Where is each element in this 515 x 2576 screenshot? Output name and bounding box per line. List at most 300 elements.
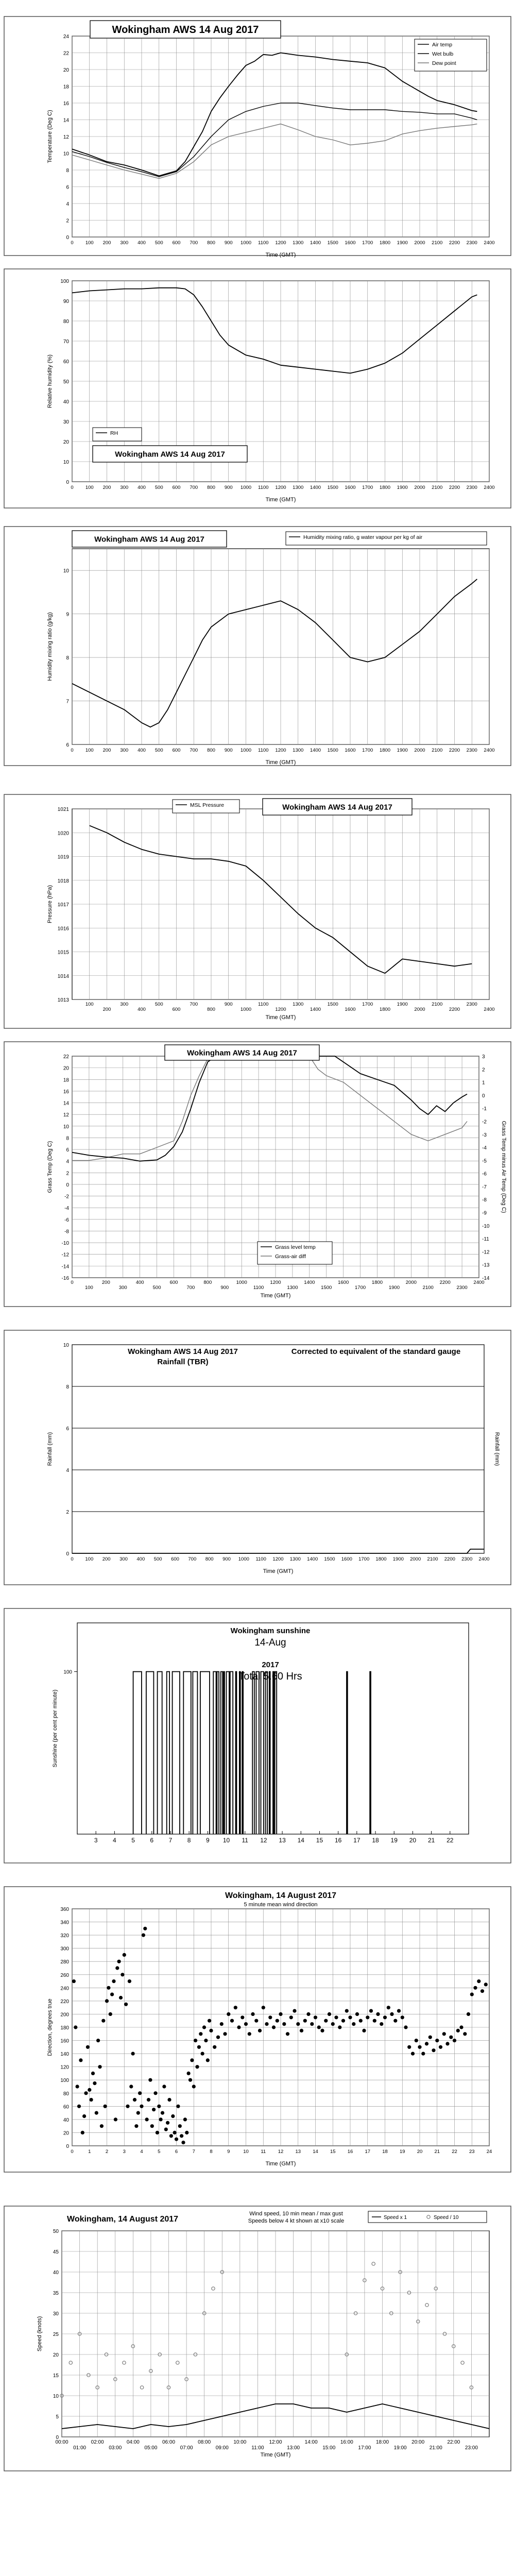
chart-year: 2017 bbox=[262, 1660, 279, 1669]
y-tick-label: -14 bbox=[61, 1264, 69, 1270]
y-tick-label: 15 bbox=[53, 2373, 59, 2379]
direction-point bbox=[119, 1996, 123, 1999]
x-tick-label: 0 bbox=[71, 1556, 74, 1562]
y-tick-label: 10 bbox=[63, 1343, 69, 1348]
chart-wind-direction bbox=[0, 1886, 515, 2174]
y-tick-label: -8 bbox=[482, 1197, 487, 1204]
x-tick-label: 400 bbox=[135, 1280, 144, 1285]
x-tick-label: 600 bbox=[171, 1556, 179, 1562]
x-tick-label: 1000 bbox=[240, 1007, 252, 1012]
sunshine-bar bbox=[236, 1672, 237, 1834]
direction-point bbox=[76, 2084, 79, 2088]
x-tick-label: 1700 bbox=[362, 748, 373, 753]
x-tick-label: 16:00 bbox=[340, 2439, 353, 2445]
x-tick-label: 700 bbox=[190, 240, 198, 246]
y-tick-label: 18 bbox=[63, 84, 69, 90]
y-tick-label: 70 bbox=[63, 339, 69, 345]
x-tick-label: 1100 bbox=[253, 1285, 264, 1291]
x-tick-label: 800 bbox=[207, 485, 215, 490]
y-tick-label: 4 bbox=[66, 1159, 69, 1165]
y-tick-label: 12 bbox=[63, 1112, 69, 1118]
x-tick-label: 2100 bbox=[422, 1285, 434, 1291]
x-tick-label: 1300 bbox=[293, 1002, 304, 1007]
y-tick-label: -16 bbox=[61, 1276, 69, 1281]
direction-point bbox=[262, 2006, 265, 2009]
direction-point bbox=[206, 2058, 210, 2062]
direction-point bbox=[143, 1927, 147, 1930]
x-tick-label: 2100 bbox=[427, 1556, 438, 1562]
direction-point bbox=[293, 2009, 296, 2013]
direction-point bbox=[254, 2019, 258, 2023]
y-tick-label: 340 bbox=[60, 1920, 69, 1926]
direction-point bbox=[317, 2025, 321, 2029]
y-tick-label: 35 bbox=[53, 2291, 59, 2296]
y-tick-label: 60 bbox=[63, 359, 69, 365]
chart-grass-temperature bbox=[0, 1041, 515, 1309]
x-tick-label: 21 bbox=[427, 1837, 435, 1844]
x-tick-label: 100 bbox=[85, 1556, 94, 1562]
y-tick-label: -14 bbox=[482, 1276, 490, 1281]
direction-point bbox=[415, 2039, 418, 2042]
x-tick-label: 14 bbox=[297, 1837, 304, 1844]
y-tick-label: 9 bbox=[66, 612, 69, 618]
chart-title: Wokingham AWS 14 Aug 2017 bbox=[112, 24, 259, 36]
y-tick-label: 2 bbox=[66, 1171, 69, 1177]
x-tick-label: 1700 bbox=[355, 1285, 366, 1291]
direction-point bbox=[334, 2015, 338, 2019]
direction-point bbox=[209, 2029, 213, 2032]
chart-frame bbox=[4, 794, 511, 1028]
direction-point bbox=[387, 2006, 390, 2009]
sunshine-bar bbox=[224, 1672, 225, 1834]
x-tick-label: 1700 bbox=[358, 1556, 370, 1562]
direction-point bbox=[84, 2091, 88, 2095]
x-tick-label: 1400 bbox=[310, 748, 321, 753]
y-tick-label: -1 bbox=[482, 1106, 487, 1112]
x-tick-label: 800 bbox=[205, 1556, 214, 1562]
direction-point bbox=[74, 2025, 77, 2029]
y-tick-label: -8 bbox=[64, 1229, 69, 1235]
y-tick-label: -13 bbox=[482, 1262, 490, 1268]
x-tick-label: 18:00 bbox=[375, 2439, 389, 2445]
y-tick-label: 5 bbox=[56, 2414, 59, 2420]
y-axis-label: Relative humidity (%) bbox=[47, 354, 53, 408]
x-tick-label: 1900 bbox=[388, 1285, 400, 1291]
x-tick-label: 1800 bbox=[375, 1556, 387, 1562]
x-tick-label: 1300 bbox=[287, 1285, 298, 1291]
y-tick-label: 6 bbox=[66, 1147, 69, 1154]
direction-point bbox=[258, 2029, 262, 2032]
x-tick-label: 1500 bbox=[327, 748, 338, 753]
legend-entry: Grass level temp bbox=[275, 1244, 316, 1250]
direction-point bbox=[181, 2141, 185, 2144]
direction-point bbox=[153, 2091, 157, 2095]
direction-point bbox=[101, 2019, 105, 2023]
direction-point bbox=[138, 2091, 142, 2095]
direction-point bbox=[234, 2006, 237, 2009]
x-tick-label: 23 bbox=[469, 2149, 475, 2155]
direction-point bbox=[418, 2045, 421, 2049]
direction-point bbox=[324, 2019, 328, 2023]
y-tick-label: 12 bbox=[63, 134, 69, 140]
x-tick-label: 0 bbox=[71, 2149, 74, 2155]
direction-point bbox=[383, 2015, 387, 2019]
x-tick-label: 1400 bbox=[310, 240, 321, 246]
y-tick-label: 22 bbox=[63, 50, 69, 57]
y-tick-label: 14 bbox=[63, 117, 69, 124]
x-tick-label: 1200 bbox=[275, 1007, 286, 1012]
direction-point bbox=[265, 2022, 268, 2026]
x-tick-label: 700 bbox=[188, 1556, 197, 1562]
x-tick-label: 1000 bbox=[240, 485, 252, 490]
chart-frame bbox=[4, 1330, 511, 1585]
direction-point bbox=[376, 2012, 380, 2016]
y-tick-label: 20 bbox=[63, 2130, 69, 2137]
direction-point bbox=[98, 2065, 101, 2069]
x-tick-label: 5 bbox=[158, 2149, 161, 2155]
y-tick-label: 1016 bbox=[57, 926, 69, 932]
x-tick-label: 1900 bbox=[397, 1002, 408, 1007]
x-tick-label: 700 bbox=[190, 748, 198, 753]
x-tick-label: 05:00 bbox=[144, 2445, 158, 2451]
chart-title: Wokingham AWS 14 Aug 2017 bbox=[282, 803, 392, 812]
direction-point bbox=[162, 2084, 166, 2088]
direction-point bbox=[314, 2015, 317, 2019]
chart-title: Wokingham AWS 14 Aug 2017 bbox=[187, 1048, 297, 1058]
direction-point bbox=[202, 2025, 206, 2029]
x-axis-label: Time (GMT) bbox=[265, 252, 296, 258]
x-tick-label: 0 bbox=[71, 240, 74, 246]
x-tick-label: 03:00 bbox=[109, 2445, 122, 2451]
direction-point bbox=[484, 1982, 488, 1986]
chart-note: Corrected to equivalent of the standard gauge bbox=[291, 1347, 461, 1356]
direction-point bbox=[178, 2124, 182, 2128]
direction-point bbox=[220, 2022, 224, 2026]
x-tick-label: 1500 bbox=[327, 485, 338, 490]
y-tick-label: 30 bbox=[63, 419, 69, 425]
x-tick-label: 11:00 bbox=[251, 2445, 264, 2451]
x-tick-label: 1900 bbox=[397, 240, 408, 246]
legend-entry: Wet bulb bbox=[432, 51, 454, 57]
y-tick-label: 1 bbox=[482, 1080, 485, 1086]
x-tick-label: 1600 bbox=[341, 1556, 352, 1562]
y-tick-label: -11 bbox=[482, 1236, 489, 1243]
y-tick-label: 80 bbox=[63, 319, 69, 325]
x-tick-label: 2400 bbox=[484, 485, 495, 490]
x-tick-label: 22 bbox=[452, 2149, 457, 2155]
direction-point bbox=[105, 1999, 109, 2003]
x-tick-label: 20:00 bbox=[411, 2439, 425, 2445]
x-tick-label: 2200 bbox=[444, 1556, 455, 1562]
x-axis-label: Time (GMT) bbox=[265, 2161, 296, 2167]
x-tick-label: 1500 bbox=[327, 1002, 338, 1007]
x-tick-label: 2000 bbox=[414, 485, 425, 490]
chart-total: Total 5.60 Hrs bbox=[238, 1671, 302, 1682]
x-tick-label: 2200 bbox=[449, 240, 460, 246]
direction-point bbox=[467, 2012, 470, 2016]
y-tick-label: 14 bbox=[63, 1100, 69, 1107]
x-tick-label: 2000 bbox=[414, 240, 425, 246]
y-tick-label: 320 bbox=[60, 1933, 69, 1939]
x-tick-label: 2400 bbox=[484, 1007, 495, 1012]
x-tick-label: 1300 bbox=[293, 485, 304, 490]
direction-point bbox=[303, 2019, 307, 2023]
y-tick-label: 10 bbox=[63, 460, 69, 465]
direction-point bbox=[79, 2058, 82, 2062]
direction-point bbox=[96, 2039, 100, 2042]
direction-point bbox=[272, 2025, 276, 2029]
y-tick-label: 2 bbox=[66, 218, 69, 224]
y-tick-label: 280 bbox=[60, 1959, 69, 1965]
x-tick-label: 0 bbox=[71, 748, 74, 753]
direction-point bbox=[345, 2009, 349, 2013]
y-tick-label: 0 bbox=[482, 1093, 485, 1099]
direction-point bbox=[352, 2022, 355, 2026]
y-tick-label: 200 bbox=[60, 2012, 69, 2018]
direction-point bbox=[197, 2045, 201, 2049]
chart-title: Wokingham AWS 14 Aug 2017 bbox=[128, 1347, 238, 1356]
x-tick-label: 2200 bbox=[439, 1280, 451, 1285]
x-tick-label: 1100 bbox=[258, 1002, 269, 1007]
legend-entry: RH bbox=[110, 430, 118, 436]
y-tick-label: -2 bbox=[64, 1194, 69, 1200]
x-tick-label: 200 bbox=[101, 1280, 110, 1285]
x-tick-label: 17 bbox=[365, 2149, 371, 2155]
direction-point bbox=[129, 2084, 133, 2088]
direction-point bbox=[150, 2124, 154, 2128]
x-tick-label: 200 bbox=[102, 1556, 111, 1562]
x-tick-label: 15 bbox=[330, 2149, 336, 2155]
x-tick-label: 1800 bbox=[379, 240, 391, 246]
y-tick-label: 1018 bbox=[57, 878, 69, 884]
x-tick-label: 900 bbox=[224, 485, 233, 490]
direction-point bbox=[390, 2012, 393, 2016]
y-tick-label: 3 bbox=[482, 1054, 485, 1060]
direction-point bbox=[463, 2032, 467, 2036]
direction-point bbox=[341, 2019, 345, 2023]
y-tick-label: 1020 bbox=[57, 831, 69, 837]
direction-point bbox=[185, 2131, 188, 2134]
direction-point bbox=[442, 2032, 446, 2036]
x-tick-label: 600 bbox=[169, 1280, 178, 1285]
x-tick-label: 2200 bbox=[449, 1007, 460, 1012]
x-axis-label: Time (GMT) bbox=[260, 1293, 291, 1299]
x-tick-label: 100 bbox=[85, 240, 94, 246]
x-tick-label: 10:00 bbox=[233, 2439, 247, 2445]
legend-entry: MSL Pressure bbox=[190, 802, 225, 808]
direction-point bbox=[82, 2114, 86, 2118]
direction-point bbox=[216, 2036, 220, 2039]
direction-point bbox=[425, 2042, 428, 2045]
direction-point bbox=[230, 2019, 234, 2023]
x-tick-label: 01:00 bbox=[73, 2445, 87, 2451]
chart-frame bbox=[4, 1887, 511, 2172]
x-tick-label: 2300 bbox=[461, 1556, 473, 1562]
direction-point bbox=[279, 2012, 282, 2016]
chart-title: Wokingham, 14 August 2017 bbox=[225, 1891, 337, 1900]
direction-point bbox=[310, 2022, 314, 2026]
x-tick-label: 6 bbox=[175, 2149, 178, 2155]
x-tick-label: 2000 bbox=[405, 1280, 417, 1285]
chart-note: Wind speed, 10 min mean / max gust bbox=[249, 2211, 343, 2217]
direction-point bbox=[156, 2131, 159, 2134]
x-tick-label: 900 bbox=[220, 1285, 229, 1291]
direction-point bbox=[276, 2019, 279, 2023]
y-tick-label: 20 bbox=[63, 1065, 69, 1072]
x-tick-label: 21 bbox=[434, 2149, 440, 2155]
y-tick-label: 0 bbox=[66, 1182, 69, 1188]
y-tick-label: 90 bbox=[63, 299, 69, 304]
x-tick-label: 500 bbox=[154, 240, 163, 246]
direction-point bbox=[136, 2111, 140, 2115]
x-tick-label: 10 bbox=[243, 2149, 249, 2155]
direction-point bbox=[459, 2025, 463, 2029]
x-tick-label: 20 bbox=[417, 2149, 423, 2155]
legend-entry: Grass-air diff bbox=[275, 1253, 306, 1260]
direction-point bbox=[268, 2015, 272, 2019]
x-tick-label: 500 bbox=[154, 485, 163, 490]
x-tick-label: 800 bbox=[207, 748, 215, 753]
direction-point bbox=[244, 2022, 248, 2026]
y-axis-label: Humidity mixing ratio (g/kg) bbox=[47, 612, 53, 681]
y-tick-label: 30 bbox=[53, 2311, 59, 2317]
direction-point bbox=[380, 2022, 383, 2026]
y-tick-label: 18 bbox=[63, 1077, 69, 1083]
x-tick-label: 1700 bbox=[362, 1002, 373, 1007]
x-tick-label: 02:00 bbox=[91, 2439, 104, 2445]
y-tick-label: 100 bbox=[60, 279, 69, 284]
direction-point bbox=[77, 2105, 81, 2108]
x-tick-label: 21:00 bbox=[429, 2445, 442, 2451]
x-tick-label: 800 bbox=[207, 240, 215, 246]
direction-point bbox=[159, 2117, 163, 2121]
direction-point bbox=[251, 2012, 254, 2016]
chart-subtitle: 14-Aug bbox=[254, 1637, 286, 1648]
direction-point bbox=[147, 2098, 150, 2102]
y-tick-label: 180 bbox=[60, 2025, 69, 2031]
y-tick-label: 8 bbox=[66, 1136, 69, 1142]
x-tick-label: 2300 bbox=[466, 748, 477, 753]
x-tick-label: 18 bbox=[382, 2149, 388, 2155]
x-tick-label: 1500 bbox=[321, 1285, 332, 1291]
direction-point bbox=[227, 2012, 230, 2016]
x-tick-label: 2400 bbox=[478, 1556, 490, 1562]
x-tick-label: 2300 bbox=[466, 485, 477, 490]
y-tick-label: 2 bbox=[66, 1510, 69, 1515]
x-tick-label: 09:00 bbox=[215, 2445, 229, 2451]
direction-point bbox=[331, 2022, 335, 2026]
x-tick-label: 9 bbox=[227, 2149, 230, 2155]
x-tick-label: 1600 bbox=[345, 240, 356, 246]
legend-entry: Speed / 10 bbox=[434, 2215, 459, 2221]
direction-point bbox=[393, 2019, 397, 2023]
x-tick-label: 900 bbox=[224, 748, 233, 753]
sunshine-bar bbox=[273, 1672, 274, 1834]
direction-point bbox=[176, 2105, 180, 2108]
direction-point bbox=[142, 1934, 145, 1937]
y-tick-label: 140 bbox=[60, 2052, 69, 2058]
y-tick-label: 40 bbox=[53, 2270, 59, 2276]
y-tick-label: 8 bbox=[66, 1384, 69, 1390]
y-tick-label: 10 bbox=[53, 2394, 59, 2399]
x-tick-label: 24 bbox=[486, 2149, 492, 2155]
direction-point bbox=[175, 2138, 178, 2141]
y-tick-label: 1014 bbox=[57, 973, 69, 979]
x-tick-label: 2000 bbox=[410, 1556, 421, 1562]
x-tick-label: 900 bbox=[224, 240, 233, 246]
direction-point bbox=[140, 2105, 143, 2108]
x-tick-label: 900 bbox=[222, 1556, 231, 1562]
chart-rainfall bbox=[0, 1329, 515, 1587]
x-tick-label: 16 bbox=[347, 2149, 353, 2155]
direction-point bbox=[411, 2052, 415, 2056]
x-tick-label: 04:00 bbox=[126, 2439, 140, 2445]
y-tick-label: 24 bbox=[63, 34, 69, 40]
direction-point bbox=[456, 2029, 460, 2032]
x-tick-label: 1500 bbox=[327, 240, 338, 246]
chart-relative-humidity bbox=[0, 268, 515, 510]
direction-point bbox=[407, 2045, 411, 2049]
y-tick-label: -7 bbox=[482, 1184, 487, 1190]
sunshine-bar bbox=[269, 1672, 270, 1834]
x-axis-label: Time (GMT) bbox=[260, 2452, 291, 2458]
direction-point bbox=[169, 2134, 173, 2138]
x-tick-label: 19 bbox=[399, 2149, 405, 2155]
x-tick-label: 19 bbox=[390, 1837, 398, 1844]
y-tick-label: 1015 bbox=[57, 950, 69, 956]
x-tick-label: 2300 bbox=[456, 1285, 468, 1291]
x-tick-label: 4 bbox=[113, 1837, 116, 1844]
direction-point bbox=[223, 2032, 227, 2036]
x-tick-label: 1200 bbox=[272, 1556, 284, 1562]
y-tick-label: 4 bbox=[66, 1468, 69, 1473]
x-tick-label: 1600 bbox=[345, 485, 356, 490]
direction-point bbox=[152, 2108, 156, 2111]
x-tick-label: 1100 bbox=[255, 1556, 266, 1562]
x-tick-label: 6 bbox=[150, 1837, 154, 1844]
x-tick-label: 2400 bbox=[484, 748, 495, 753]
y-tick-label: 8 bbox=[66, 655, 69, 662]
x-tick-label: 7 bbox=[168, 1837, 173, 1844]
x-tick-label: 2000 bbox=[414, 748, 425, 753]
y-tick-label: 0 bbox=[66, 235, 69, 241]
chart-pressure bbox=[0, 793, 515, 1030]
y-tick-label: 8 bbox=[66, 168, 69, 174]
y-tick-label: 6 bbox=[66, 1426, 69, 1432]
y-axis-label: Pressure (hPa) bbox=[47, 885, 53, 923]
y-tick-label: 60 bbox=[63, 2104, 69, 2110]
direction-point bbox=[449, 2036, 453, 2039]
x-tick-label: 11 bbox=[242, 1837, 248, 1844]
y-tick-label: 20 bbox=[63, 439, 69, 445]
x-tick-label: 300 bbox=[119, 1556, 128, 1562]
direction-point bbox=[188, 2078, 192, 2082]
y-tick-label: 0 bbox=[56, 2435, 59, 2441]
x-tick-label: 800 bbox=[203, 1280, 212, 1285]
x-tick-label: 22:00 bbox=[447, 2439, 460, 2445]
legend-entry: Dew point bbox=[432, 60, 456, 66]
y-tick-label: -12 bbox=[482, 1249, 490, 1256]
x-tick-label: 7 bbox=[192, 2149, 195, 2155]
x-tick-label: 400 bbox=[138, 485, 146, 490]
x-tick-label: 19:00 bbox=[393, 2445, 407, 2451]
chart-wind-speed bbox=[0, 2205, 515, 2473]
direction-point bbox=[435, 2039, 439, 2042]
x-tick-label: 200 bbox=[102, 748, 111, 753]
x-tick-label: 1300 bbox=[293, 748, 304, 753]
y-axis-label: Speed (knots) bbox=[37, 2316, 43, 2352]
x-tick-label: 500 bbox=[154, 748, 163, 753]
